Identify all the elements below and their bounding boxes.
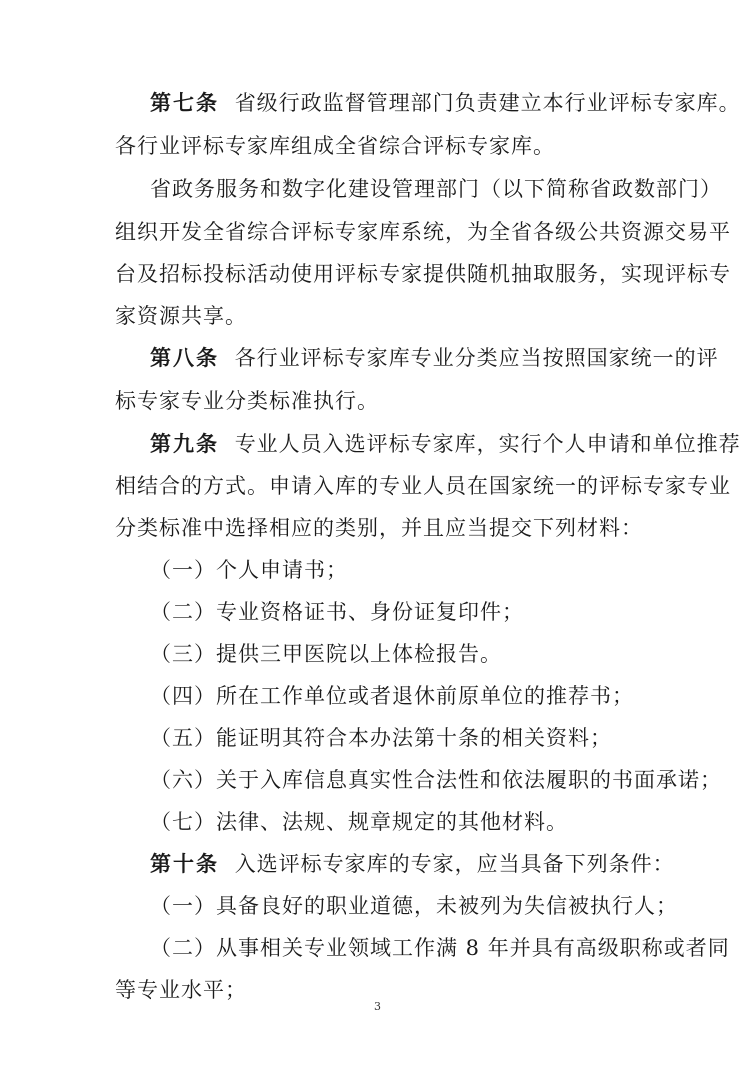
article-8-line-1 [150,345,719,371]
article-10-text: 入选评标专家库的专家，应当具备下列条件： [234,852,675,876]
article-7-para-2-line-1: 省政务服务和数字化建设管理部门（以下简称省政数部门） [150,177,722,201]
article-9-item-4: （四）所在工作单位或者退休前原单位的推荐书； [150,684,634,708]
article-10-line-1 [150,851,675,877]
article-10-item-2-line-2: 等专业水平； [115,978,247,1002]
article-10-item-1: （一）具备良好的职业道德，未被列为失信被执行人； [150,894,678,918]
article-7-para-2-line-2: 组织开发全省综合评标专家库系统，为全省各级公共资源交易平 [115,220,731,244]
article-9-item-6: （六）关于入库信息真实性合法性和依法履职的书面承诺； [150,768,722,792]
article-9-title: 第九条 [150,431,219,456]
article-7-para-2-line-3: 台及招标投标活动使用评标专家提供随机抽取服务，实现评标专 [115,262,731,286]
article-9-item-5: （五）能证明其符合本办法第十条的相关资料； [150,726,612,750]
article-8-title: 第八条 [150,345,219,370]
article-9-line-2: 相结合的方式。申请入库的专业人员在国家统一的评标专家专业 [115,474,731,498]
article-7-line-2: 各行业评标专家库组成全省综合评标专家库。 [115,134,555,158]
article-8-line-2: 标专家专业分类标准执行。 [115,389,379,413]
article-9-item-2: （二）专业资格证书、身份证复印件； [150,600,524,624]
article-7-para-2-line-4: 家资源共享。 [115,304,247,328]
page-number: 3 [374,1000,381,1013]
article-9-item-3: （三）提供三甲医院以上体检报告。 [150,642,502,666]
article-7-line-1 [150,90,741,116]
article-10-title: 第十条 [150,851,219,876]
article-9-line-3: 分类标准中选择相应的类别，并且应当提交下列材料： [115,516,643,540]
article-7-title: 第七条 [150,90,219,115]
article-10-item-2-line-1: （二）从事相关专业领域工作满 8 年并具有高级职称或者同 [150,936,730,960]
article-9-item-7: （七）法律、法规、规章规定的其他材料。 [150,810,568,834]
article-9-line-1 [150,431,741,457]
article-9-text: 专业人员入选评标专家库，实行个人申请和单位推荐 [234,432,741,456]
article-9-item-1: （一）个人申请书； [150,558,348,582]
article-8-text: 各行业评标专家库专业分类应当按照国家统一的评 [234,346,719,370]
article-7-text: 省级行政监督管理部门负责建立本行业评标专家库。 [234,91,741,115]
